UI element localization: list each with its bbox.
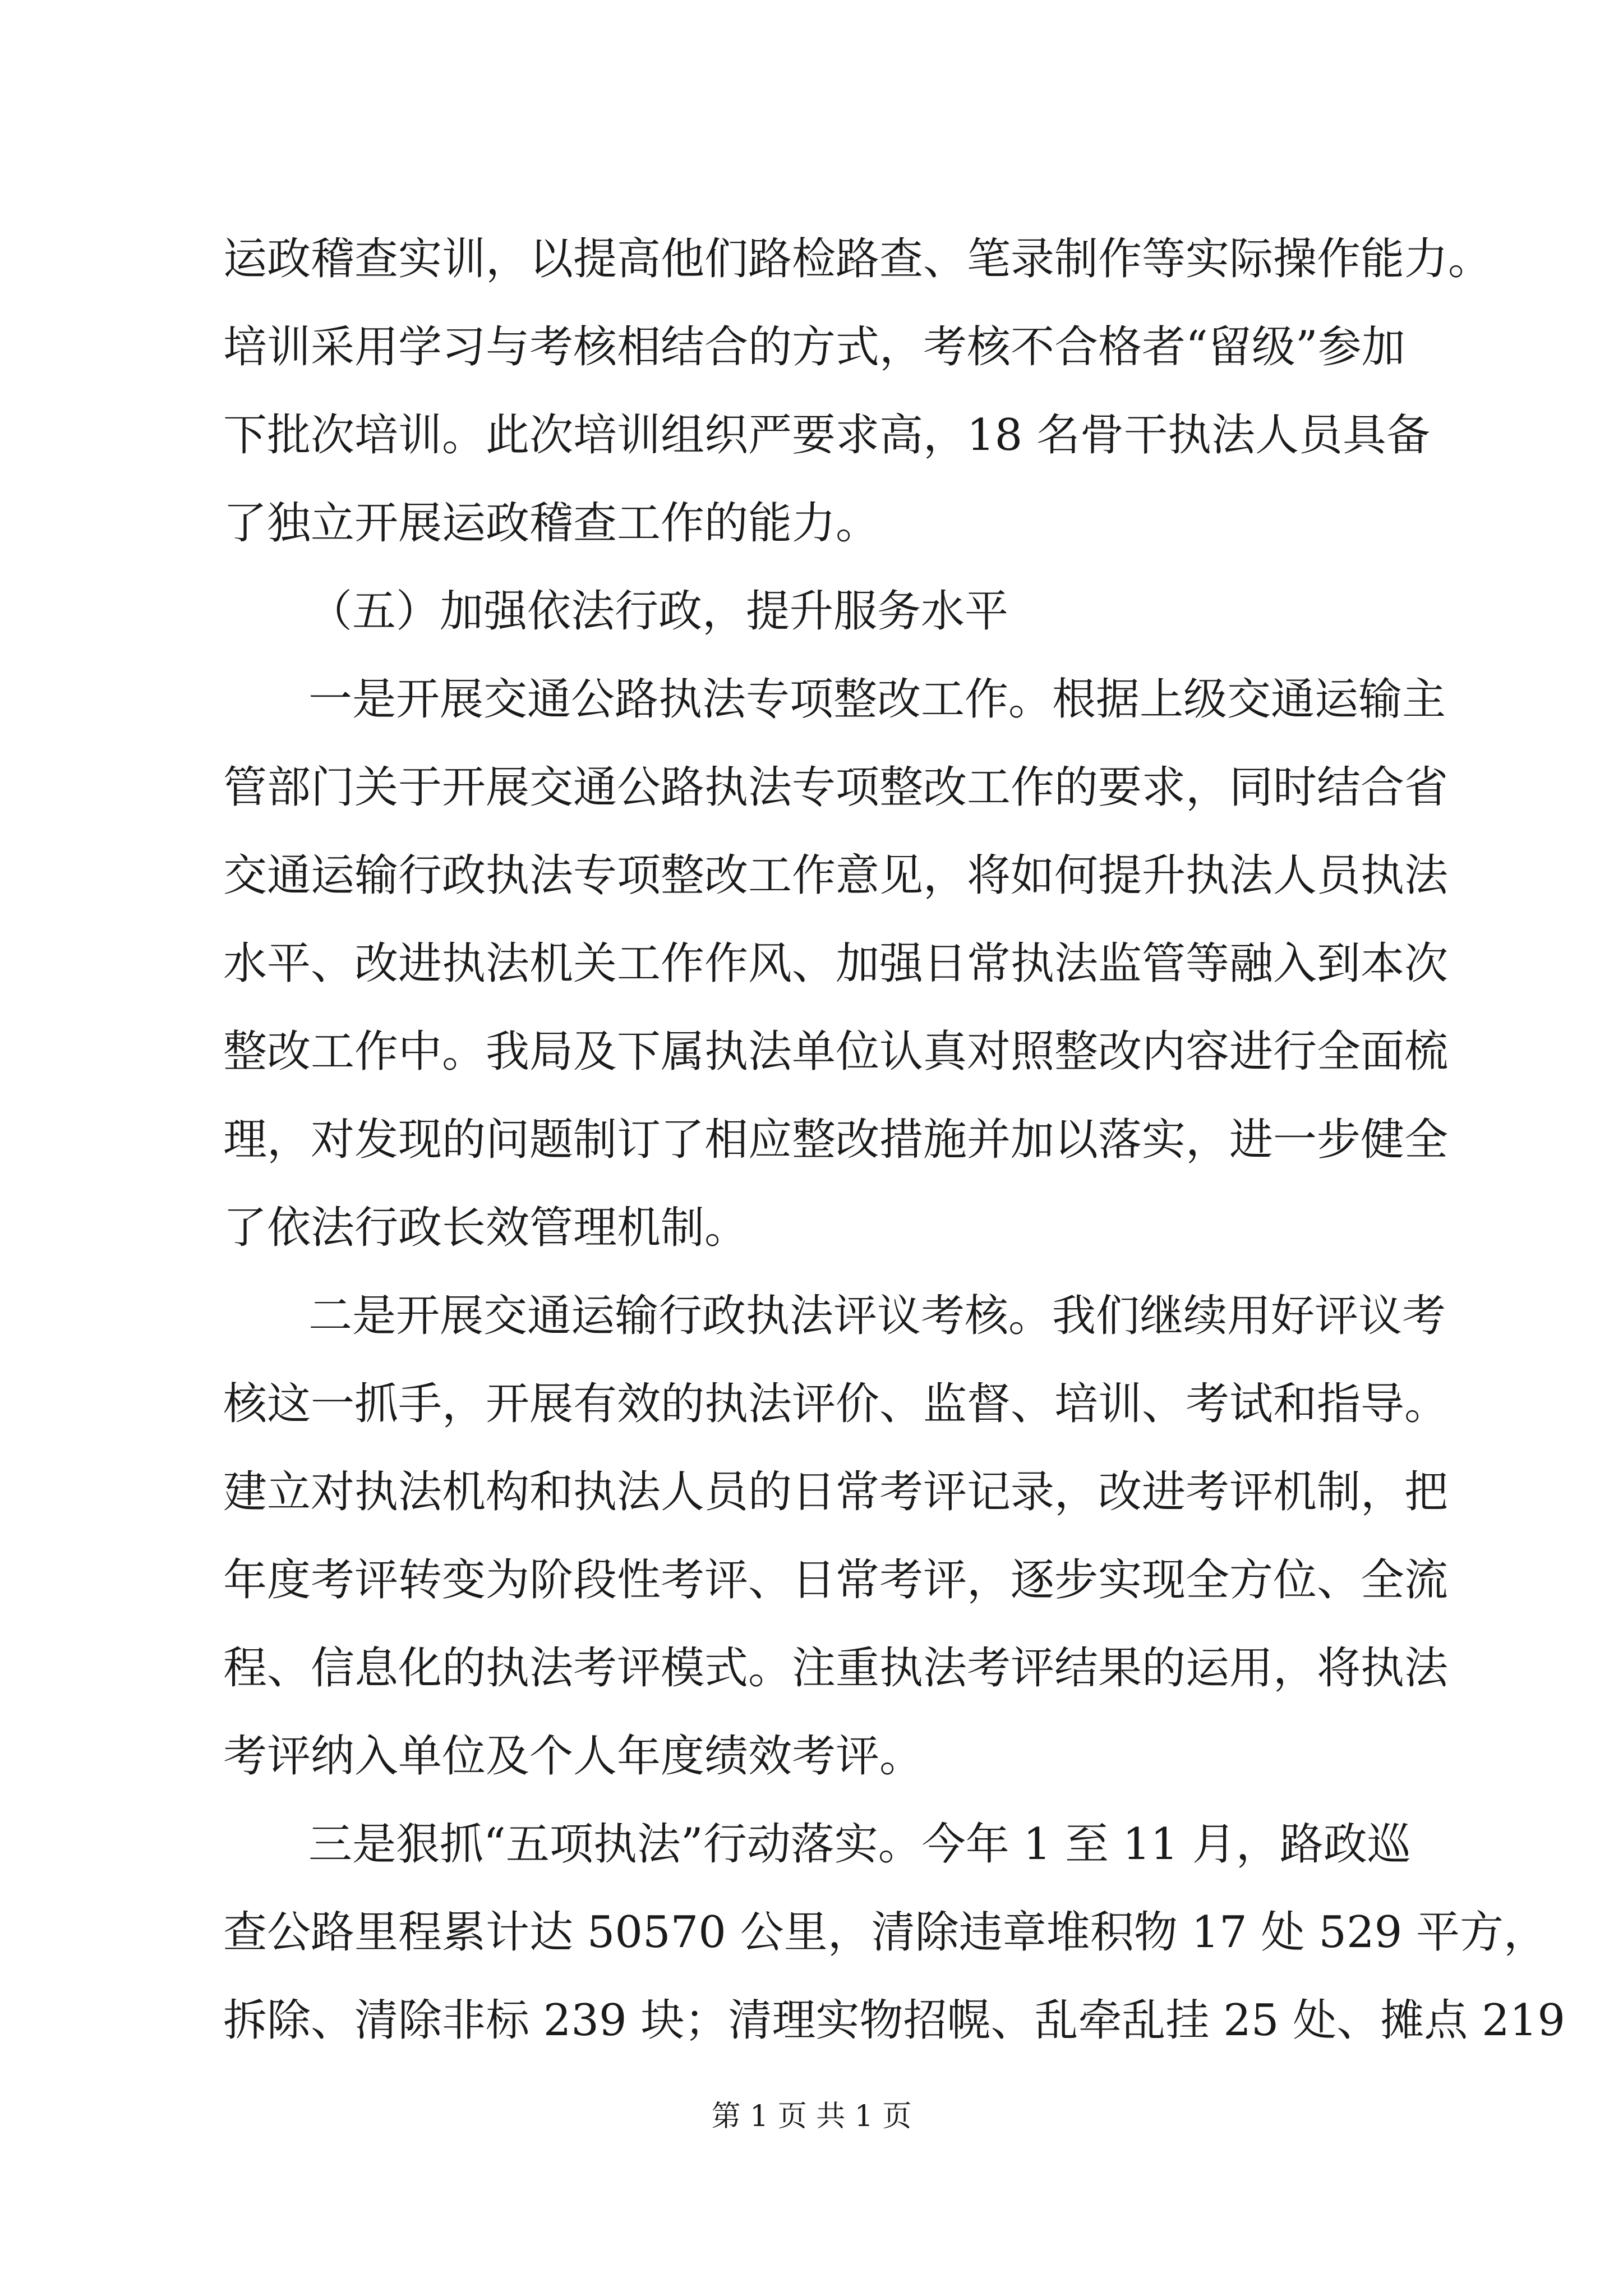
paragraph-line: 了依法行政长效管理机制。 — [223, 1203, 749, 1253]
paragraph-line: 三是狠抓“五项执法”行动落实。今年 1 至 11 月，路政巡 — [308, 1819, 1411, 1870]
paragraph-line: 整改工作中。我局及下属执法单位认真对照整改内容进行全面梳 — [223, 1027, 1449, 1077]
paragraph-line: 查公路里程累计达 50570 公里，清除违章堆积物 17 处 529 平方， — [223, 1907, 1548, 1958]
section-heading: （五）加强依法行政，提升服务水平 — [308, 586, 1009, 637]
paragraph-line: 下批次培训。此次培训组织严要求高，18 名骨干执法人员具备 — [223, 410, 1431, 461]
paragraph-line: 考评纳入单位及个人年度绩效考评。 — [223, 1731, 924, 1782]
paragraph-line: 一是开展交通公路执法专项整改工作。根据上级交通运输主 — [308, 674, 1446, 725]
paragraph-line: 拆除、清除非标 239 块；清理实物招幌、乱牵乱挂 25 处、摊点 219 — [223, 1995, 1565, 2046]
paragraph-line: 运政稽查实训，以提高他们路检路查、笔录制作等实际操作能力。 — [223, 234, 1492, 284]
paragraph-line: 水平、改进执法机关工作作风、加强日常执法监管等融入到本次 — [223, 938, 1449, 989]
paragraph-line: 核这一抓手，开展有效的执法评价、监督、培训、考试和指导。 — [223, 1379, 1449, 1429]
paragraph-line: 了独立开展运政稽查工作的能力。 — [223, 498, 880, 549]
paragraph-line: 二是开展交通运输行政执法评议考核。我们继续用好评议考 — [308, 1291, 1446, 1341]
paragraph-line: 管部门关于开展交通公路执法专项整改工作的要求，同时结合省 — [223, 762, 1449, 813]
paragraph-line: 年度考评转变为阶段性考评、日常考评，逐步实现全方位、全流 — [223, 1555, 1449, 1605]
paragraph-line: 程、信息化的执法考评模式。注重执法考评结果的运用，将执法 — [223, 1643, 1449, 1694]
paragraph-line: 交通运输行政执法专项整改工作意见，将如何提升执法人员执法 — [223, 850, 1449, 901]
paragraph-line: 理，对发现的问题制订了相应整改措施并加以落实，进一步健全 — [223, 1115, 1449, 1165]
paragraph-line: 建立对执法机构和执法人员的日常考评记录，改进考评机制，把 — [223, 1467, 1449, 1517]
page-footer: 第 1 页 共 1 页 — [711, 2100, 912, 2133]
paragraph-line: 培训采用学习与考核相结合的方式，考核不合格者“留级”参加 — [223, 322, 1405, 372]
